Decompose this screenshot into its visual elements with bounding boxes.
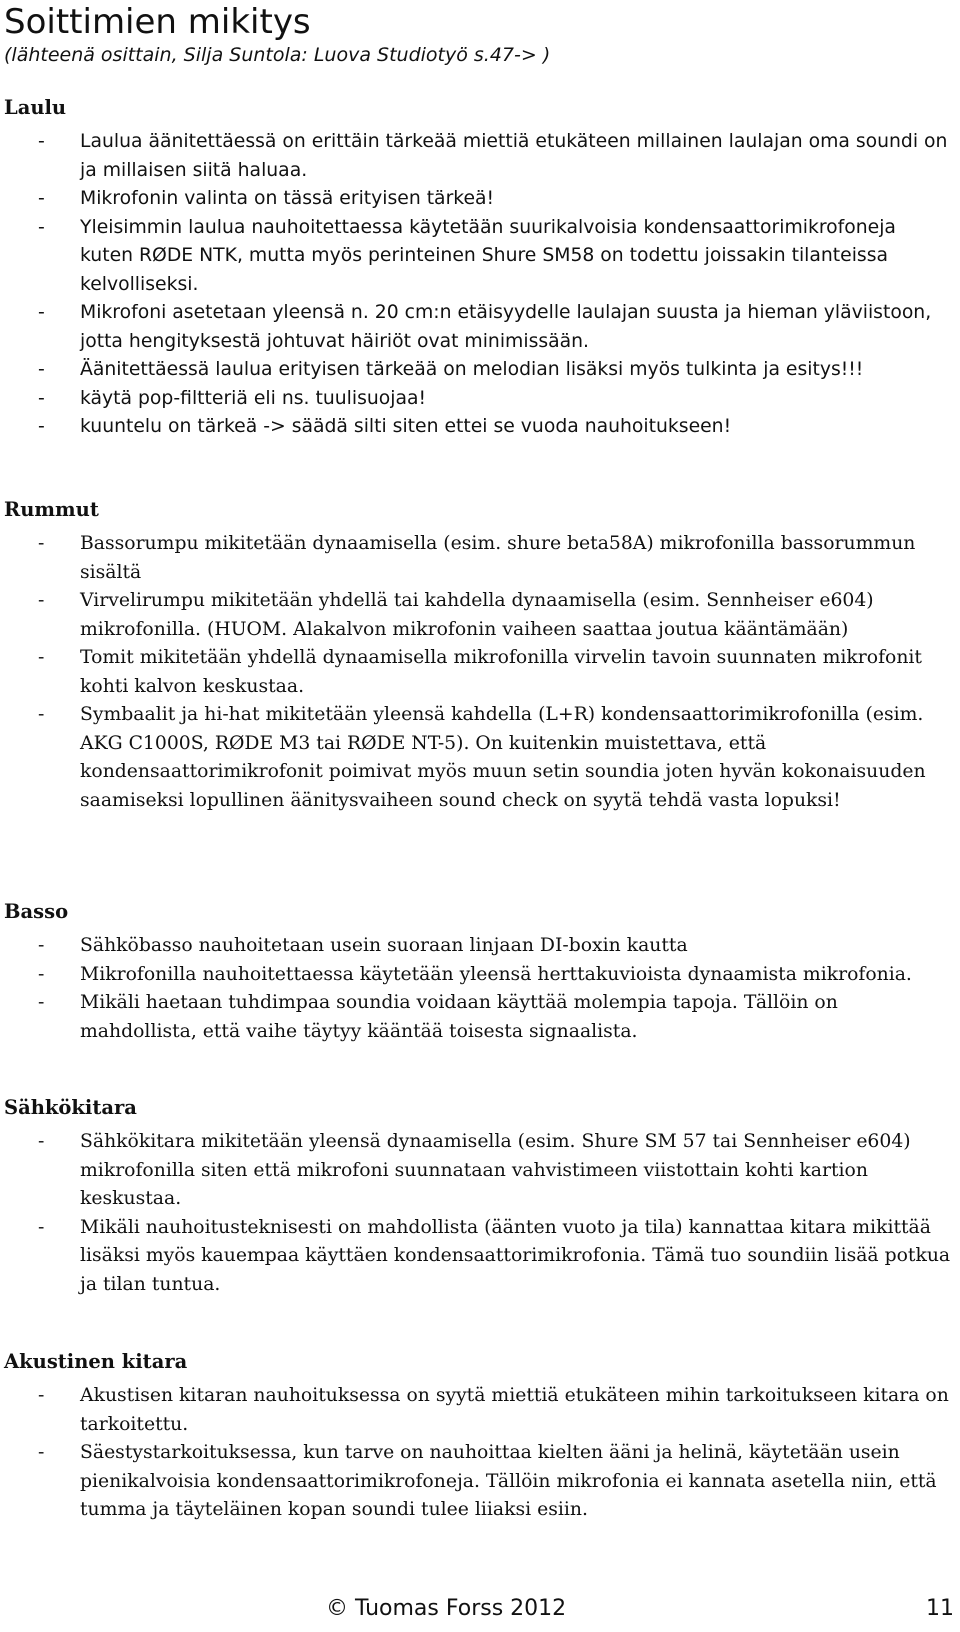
section-rummut — [4, 496, 954, 815]
list-basso — [4, 932, 954, 1046]
list-item: - Mikäli haetaan tuhdimpaa soundia voidaan käyttää molempia tapoja. Tällöin on mahdollista, että vaihe täytyy kääntää toisesta signaalista. — [4, 989, 954, 1046]
list-item: - Laulua äänitettäessä on erittäin tärkeää miettiä etukäteen millainen laulajan oma soundi on ja millaisen siitä haluaa. — [4, 128, 954, 185]
section-heading-sahkokitara: Sähkökitara — [4, 1096, 137, 1119]
list-item: - Virvelirumpu mikitetään yhdellä tai kahdella dynaamisella (esim. Sennheiser e604) mikrofonilla. (HUOM. Alakalvon mikrofonin vaiheen saattaa joutua kääntämään) — [4, 587, 954, 644]
section-heading-akustinen-kitara: Akustinen kitara — [4, 1350, 188, 1373]
section-heading-basso: Basso — [4, 900, 69, 923]
list-akustinen-kitara — [4, 1382, 954, 1525]
list-item: - Sähkökitara mikitetään yleensä dynaamisella (esim. Shure SM 57 tai Sennheiser e604) mikrofonilla siten että mikrofoni suunnataan vahvistimeen viistottain kohti kartion keskustaa. — [4, 1128, 954, 1214]
page-number: 11 — [926, 1596, 954, 1621]
list-item: - Säestystarkoituksessa, kun tarve on nauhoittaa kielten ääni ja helinä, käytetään usein pienikalvoisia kondensaattorimikrofoneja. Tällöin mikrofonia ei kannata asetella niin, että tumma ja täyteläinen kopan soundi tulee liiaksi esiin. — [4, 1439, 954, 1525]
section-sahkokitara — [4, 1094, 954, 1299]
list-item: - Mikrofonin valinta on tässä erityisen tärkeä! — [4, 185, 954, 214]
section-laulu — [4, 94, 954, 442]
document-subtitle: (lähteenä osittain, Silja Suntola: Luova Studiotyö s.47-> ) — [4, 44, 551, 66]
list-item: - Yleisimmin laulua nauhoitettaessa käytetään suurikalvoisia kondensaattorimikrofoneja kuten RØDE NTK, mutta myös perinteinen Shure SM58 on todettu joissakin tilanteissa kelvolliseksi. — [4, 214, 954, 300]
page-footer — [0, 1596, 960, 1630]
list-item: - Mikrofoni asetetaan yleensä n. 20 cm:n etäisyydelle laulajan suusta ja hieman yläviistoon, jotta hengityksestä johtuvat häiriöt ovat minimissään. — [4, 299, 954, 356]
list-item: - Bassorumpu mikitetään dynaamisella (esim. shure beta58A) mikrofonilla bassorummun sisältä — [4, 530, 954, 587]
section-akustinen-kitara — [4, 1348, 954, 1525]
list-item: - Mikäli nauhoitusteknisesti on mahdollista (äänten vuoto ja tila) kannattaa kitara mikittää lisäksi myös kauempaa käyttäen kondensaattorimikrofonia. Tämä tuo soundiin lisää potkua ja tilan tuntua. — [4, 1214, 954, 1300]
section-heading-rummut: Rummut — [4, 498, 99, 521]
list-laulu — [4, 128, 954, 442]
list-item: - Sähköbasso nauhoitetaan usein suoraan linjaan DI-boxin kautta — [4, 932, 954, 961]
list-item: - Tomit mikitetään yhdellä dynaamisella mikrofonilla virvelin tavoin suunnaten mikrofonit kohti kalvon keskustaa. — [4, 644, 954, 701]
section-basso — [4, 898, 954, 1046]
list-sahkokitara — [4, 1128, 954, 1299]
document-title: Soittimien mikitys — [4, 2, 311, 42]
list-item: - käytä pop-filtteriä eli ns. tuulisuojaa! — [4, 385, 954, 414]
list-rummut — [4, 530, 954, 815]
list-item: - Symbaalit ja hi-hat mikitetään yleensä kahdella (L+R) kondensaattorimikrofonilla (esim. AKG C1000S, RØDE M3 tai RØDE NT-5). On kuitenkin muistettava, että kondensaattorimikrofonit poimivat myös muun setin soundia joten hyvän kokonaisuuden saamiseksi lopullinen äänitysvaiheen sound check on syytä tehdä vasta lopuksi! — [4, 701, 954, 815]
section-heading-laulu: Laulu — [4, 96, 67, 119]
list-item: - Äänitettäessä laulua erityisen tärkeää on melodian lisäksi myös tulkinta ja esitys!!! — [4, 356, 954, 385]
list-item: - Mikrofonilla nauhoitettaessa käytetään yleensä herttakuvioista dynaamista mikrofonia. — [4, 961, 954, 990]
copyright-notice: © Tuomas Forss 2012 — [326, 1596, 567, 1621]
list-item: - Akustisen kitaran nauhoituksessa on syytä miettiä etukäteen mihin tarkoitukseen kitara on tarkoitettu. — [4, 1382, 954, 1439]
list-item: - kuuntelu on tärkeä -> säädä silti siten ettei se vuoda nauhoitukseen! — [4, 413, 954, 442]
